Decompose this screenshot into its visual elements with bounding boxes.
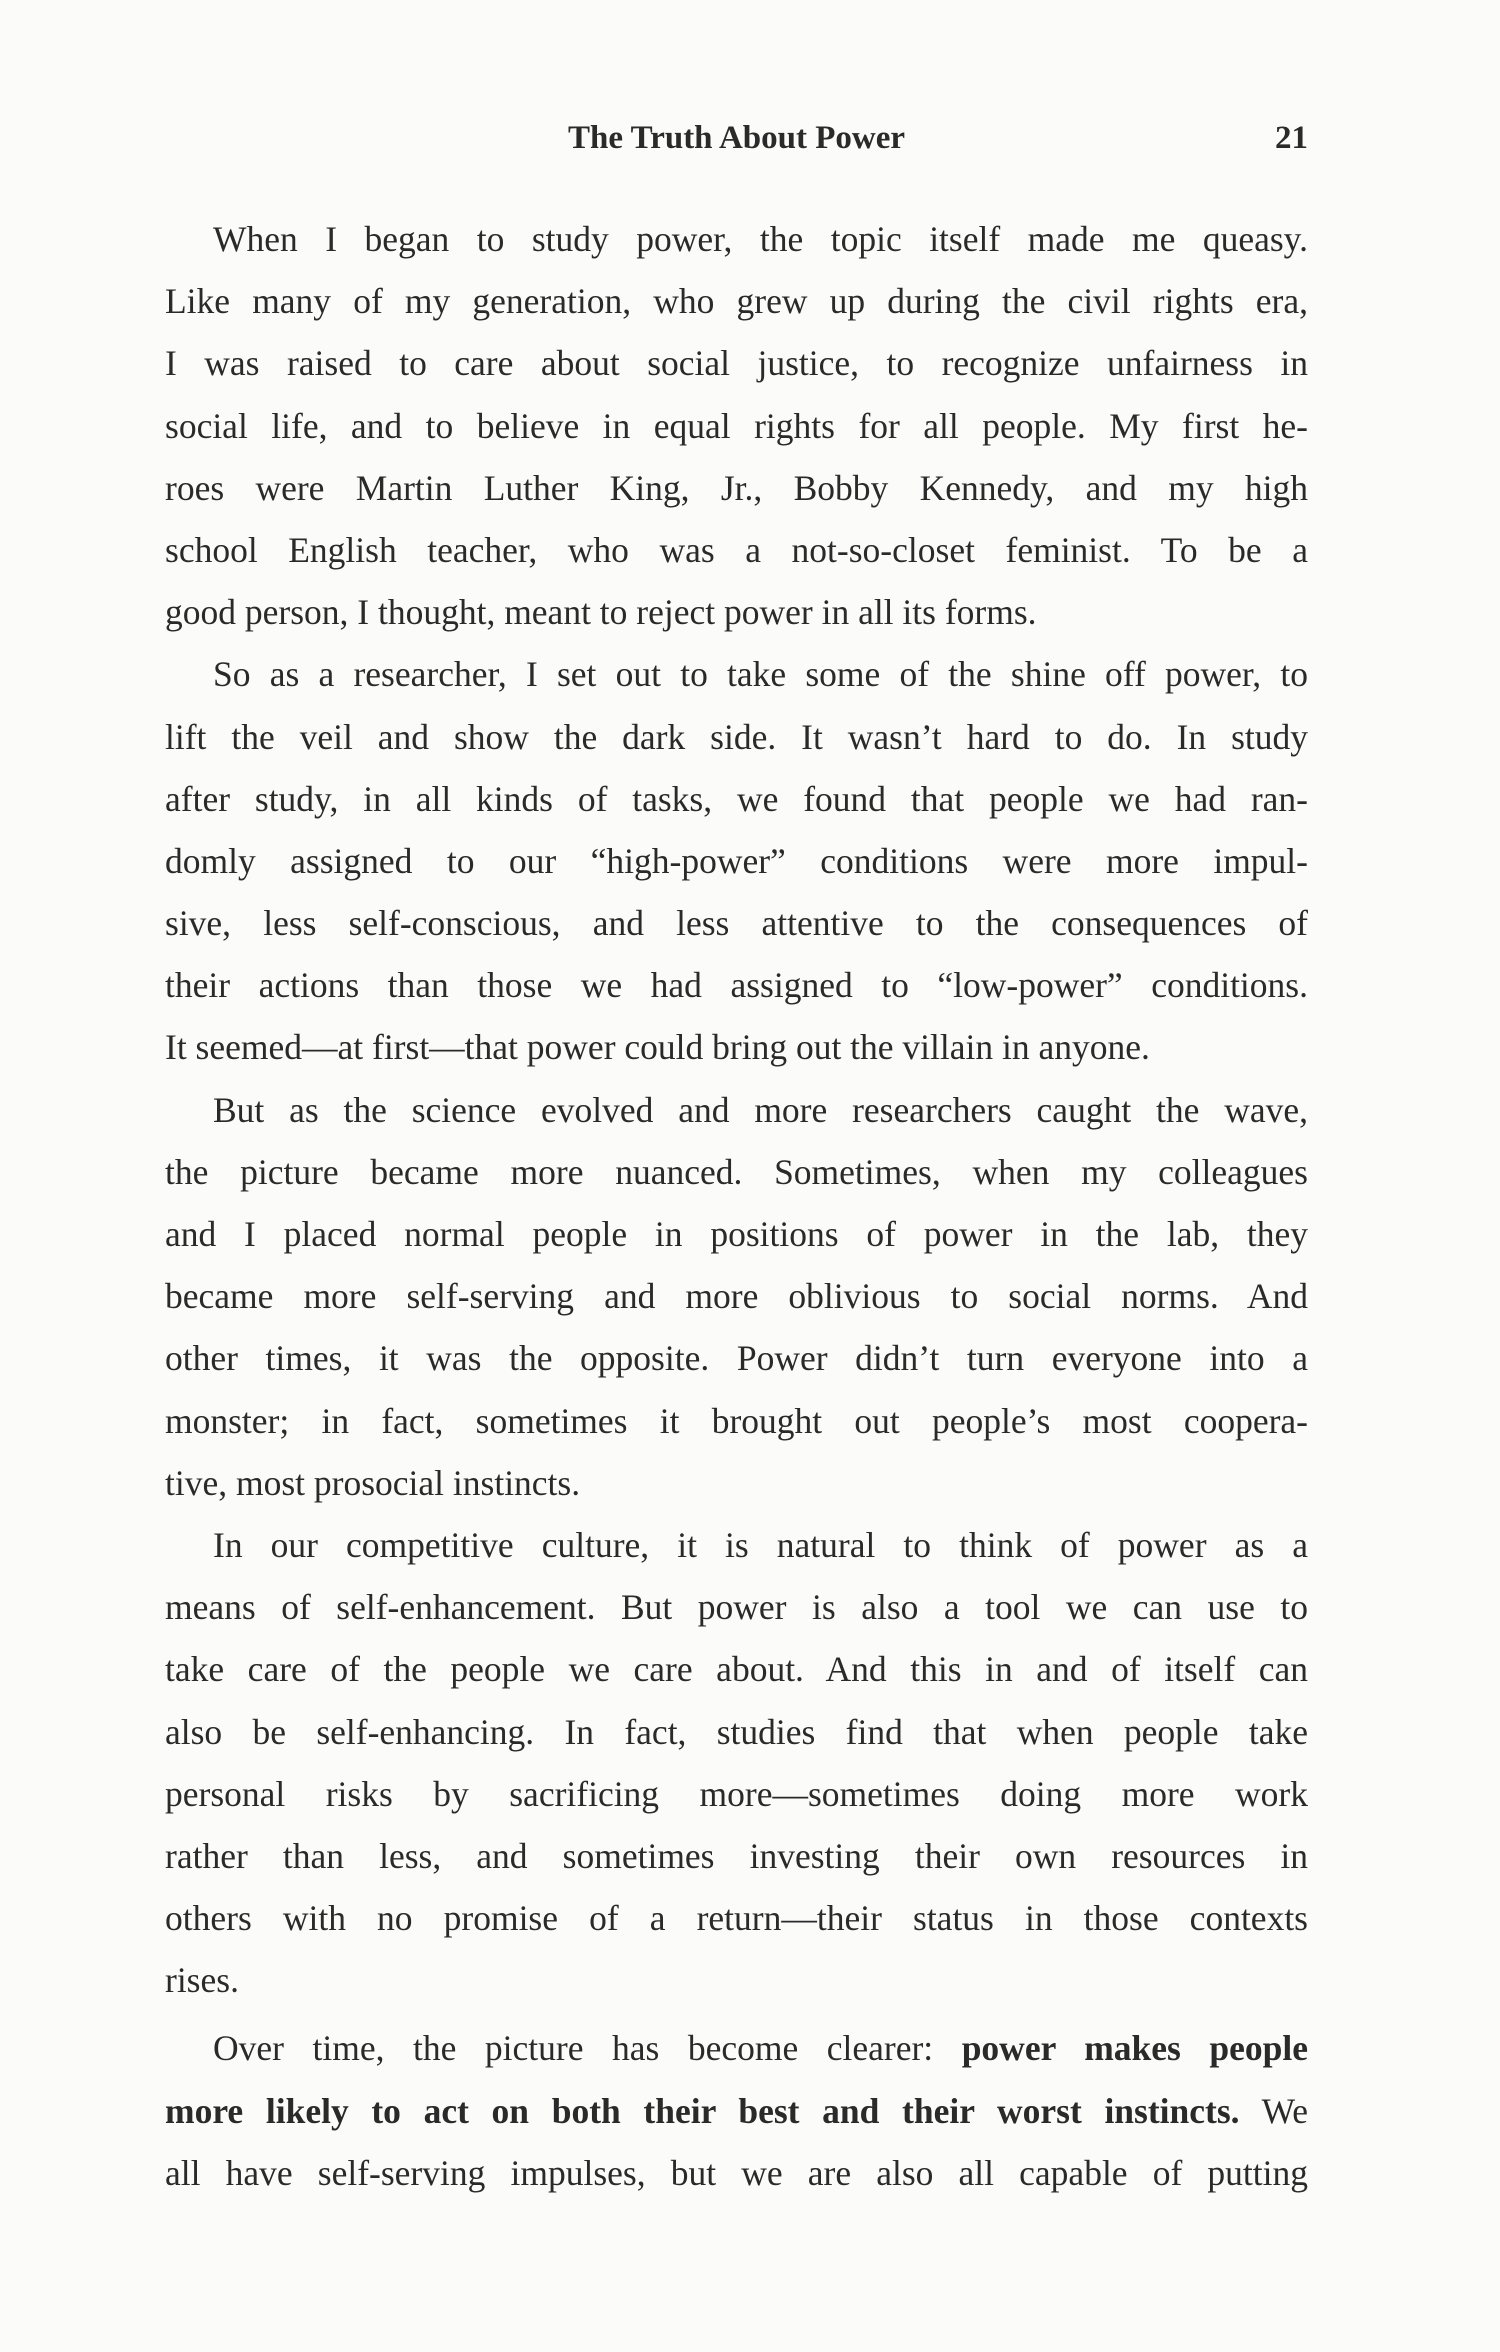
text-line: their actions than those we had assigned to “low-power” conditions.: [165, 965, 1308, 1006]
plain-text: We: [1239, 2090, 1308, 2131]
text-line: other times, it was the opposite. Power didn’t turn everyone into a: [165, 1338, 1308, 1379]
text-line: rises.: [165, 1960, 239, 2001]
text-line: and I placed normal people in positions of power in the lab, they: [165, 1214, 1308, 1254]
bold-text: power makes people: [961, 2028, 1308, 2069]
plain-text: Over time, the picture has become clearer:: [213, 2028, 962, 2069]
text-line: all have self-serving impulses, but we are also all capable of putting: [165, 2152, 1308, 2193]
text-line: lift the veil and show the dark side. It wasn’t hard to do. In study: [165, 716, 1308, 757]
text-line: after study, in all kinds of tasks, we found that people we had ran-: [165, 778, 1308, 819]
text-line: But as the science evolved and more researchers caught the wave,: [213, 1089, 1308, 1130]
page-number: 21: [1275, 120, 1308, 156]
text-line: means of self-enhancement. But power is also a tool we can use to: [165, 1587, 1308, 1628]
text-line: social life, and to believe in equal rights for all people. My first he-: [165, 405, 1308, 446]
paragraph-2: [165, 643, 1308, 1078]
text-line: Like many of my generation, who grew up during the civil rights era,: [165, 281, 1308, 322]
text-line: personal risks by sacrificing more—sometimes doing more work: [165, 1773, 1308, 1814]
text-line: When I began to study power, the topic itself made me queasy.: [213, 219, 1308, 259]
text-line: So as a researcher, I set out to take some of the shine off power, to: [213, 654, 1308, 695]
text-line: [165, 2017, 1308, 2079]
text-line: roes were Martin Luther King, Jr., Bobby Kennedy, and my high: [165, 467, 1308, 508]
text-line: the picture became more nuanced. Sometimes, when my colleagues: [165, 1151, 1308, 1192]
text-line: It seemed—at first—that power could bring out the villain in anyone.: [165, 1027, 1150, 1068]
text-line: rather than less, and sometimes investing their own resources in: [165, 1835, 1308, 1876]
text-line: [165, 2080, 1308, 2142]
paragraph-3: [165, 1079, 1308, 1514]
text-line: In our competitive culture, it is natural to think of power as a: [213, 1524, 1308, 1565]
bold-text: more likely to act on both their best and their worst instincts.: [165, 2090, 1240, 2131]
text-line: monster; in fact, sometimes it brought out people’s most coopera-: [165, 1400, 1308, 1441]
paragraph-5: [165, 2017, 1308, 2204]
text-line: take care of the people we care about. And this in and of itself can: [165, 1649, 1308, 1690]
paragraph-1: [165, 208, 1308, 643]
text-line: I was raised to care about social justice, to recognize unfairness in: [165, 343, 1308, 384]
text-line: became more self-serving and more oblivious to social norms. And: [165, 1276, 1308, 1317]
text-line: tive, most prosocial instincts.: [165, 1462, 581, 1503]
text-line: school English teacher, who was a not-so-closet feminist. To be a: [165, 529, 1308, 570]
text-line: others with no promise of a return—their status in those contexts: [165, 1898, 1308, 1939]
running-head: [165, 120, 1308, 170]
chapter-title: The Truth About Power: [567, 120, 906, 156]
text-line: sive, less self-conscious, and less attentive to the consequences of: [165, 903, 1308, 944]
text-line: good person, I thought, meant to reject power in all its forms.: [165, 592, 1037, 633]
body-text: [165, 208, 1308, 2204]
text-line: also be self-enhancing. In fact, studies find that when people take: [165, 1711, 1308, 1752]
paragraph-4: [165, 1514, 1308, 2012]
text-line: domly assigned to our “high-power” conditions were more impul-: [165, 840, 1308, 881]
